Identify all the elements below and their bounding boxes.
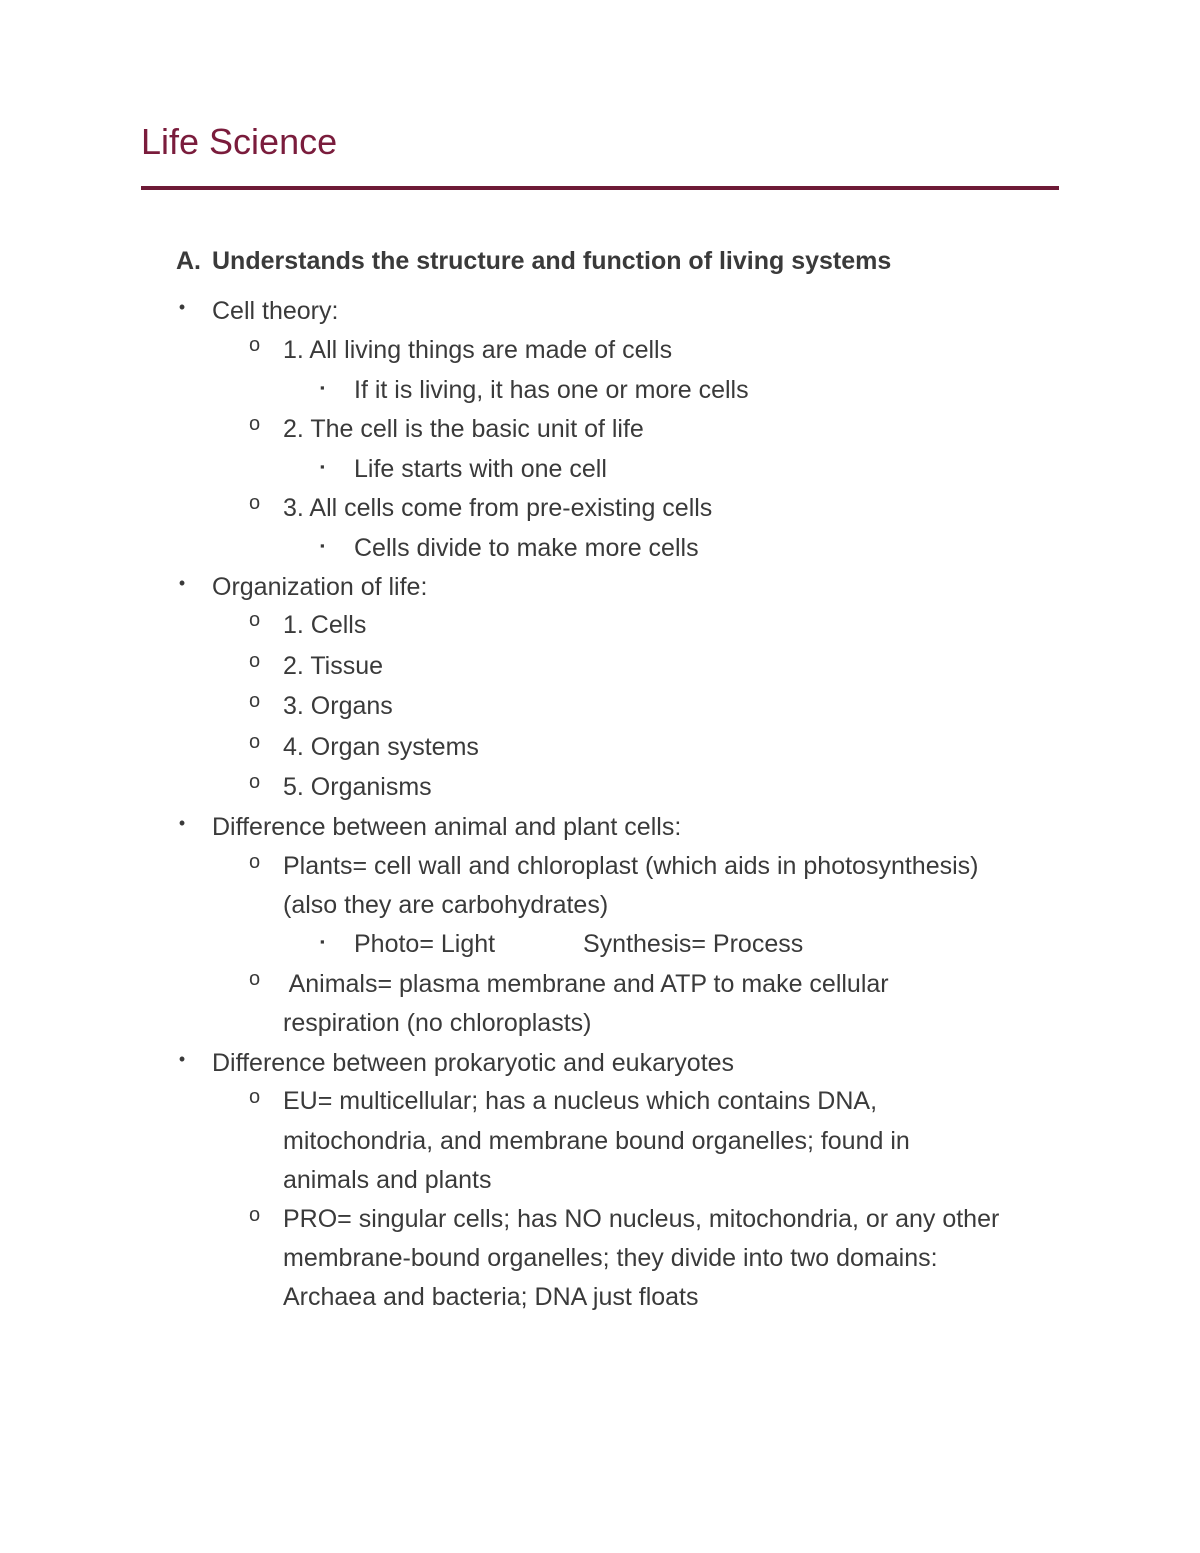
list-item: EU= multicellular; has a nucleus which contains DNA,: [283, 1087, 878, 1115]
bullet-circle-icon: o: [249, 851, 261, 873]
organization-label: Organization of life:: [212, 573, 428, 601]
bullet-square-icon: ▪: [320, 459, 325, 474]
bullet-square-icon: ▪: [320, 538, 325, 553]
list-item: 2. The cell is the basic unit of life: [283, 415, 644, 443]
bullet-circle-icon: o: [249, 413, 261, 435]
list-item: 3. Organs: [283, 692, 393, 720]
list-item: 3. All cells come from pre-existing cells: [283, 494, 713, 522]
bullet-square-icon: ▪: [320, 380, 325, 395]
bullet-circle-icon: o: [249, 731, 261, 753]
list-item-continuation: animals and plants: [283, 1166, 492, 1194]
bullet-circle-icon: o: [249, 771, 261, 793]
bullet-square-icon: ▪: [320, 934, 325, 949]
list-item: 2. Tissue: [283, 652, 384, 680]
list-item-continuation: Archaea and bacteria; DNA just floats: [283, 1283, 699, 1311]
list-item: 1. All living things are made of cells: [283, 336, 673, 364]
list-item-continuation: mitochondria, and membrane bound organelles; found in: [283, 1127, 910, 1155]
list-item: Plants= cell wall and chloroplast (which aids in photosynthesis): [283, 852, 979, 880]
title-rule: [141, 186, 1059, 190]
section-heading: [176, 244, 891, 278]
bullet-dot-icon: •: [178, 297, 186, 317]
list-item: 5. Organisms: [283, 773, 432, 801]
bullet-circle-icon: o: [249, 690, 261, 712]
list-item-continuation: membrane-bound organelles; they divide into two domains:: [283, 1244, 938, 1272]
list-item: If it is living, it has one or more cells: [354, 376, 749, 404]
list-item: 1. Cells: [283, 611, 367, 639]
bullet-circle-icon: o: [249, 609, 261, 631]
bullet-circle-icon: o: [249, 968, 261, 990]
bullet-circle-icon: o: [249, 334, 261, 356]
section-letter: A.: [176, 247, 201, 275]
bullet-circle-icon: o: [249, 650, 261, 672]
bullet-circle-icon: o: [249, 1086, 261, 1108]
bullet-circle-icon: o: [249, 492, 261, 514]
bullet-circle-icon: o: [249, 1204, 261, 1226]
bullet-dot-icon: •: [178, 1049, 186, 1069]
list-item: Cells divide to make more cells: [354, 534, 699, 562]
bullet-dot-icon: •: [178, 573, 186, 593]
list-item-continuation: (also they are carbohydrates): [283, 891, 609, 919]
section-heading-text: Understands the structure and function of living systems: [212, 247, 892, 275]
page-title: Life Science: [141, 121, 338, 162]
list-item: Life starts with one cell: [354, 455, 607, 483]
bullet-dot-icon: •: [178, 813, 186, 833]
list-item-continuation: respiration (no chloroplasts): [283, 1009, 592, 1037]
animal-plant-label: Difference between animal and plant cells:: [212, 813, 682, 841]
list-item: Synthesis= Process: [583, 930, 804, 958]
list-item: PRO= singular cells; has NO nucleus, mitochondria, or any other: [283, 1205, 1000, 1233]
list-item: Animals= plasma membrane and ATP to make cellular: [283, 970, 889, 998]
list-item: Photo= Light: [354, 930, 496, 958]
list-item: 4. Organ systems: [283, 733, 479, 761]
prokaryotic-label: Difference between prokaryotic and eukaryotes: [212, 1049, 735, 1077]
cell-theory-label: Cell theory:: [212, 297, 339, 325]
